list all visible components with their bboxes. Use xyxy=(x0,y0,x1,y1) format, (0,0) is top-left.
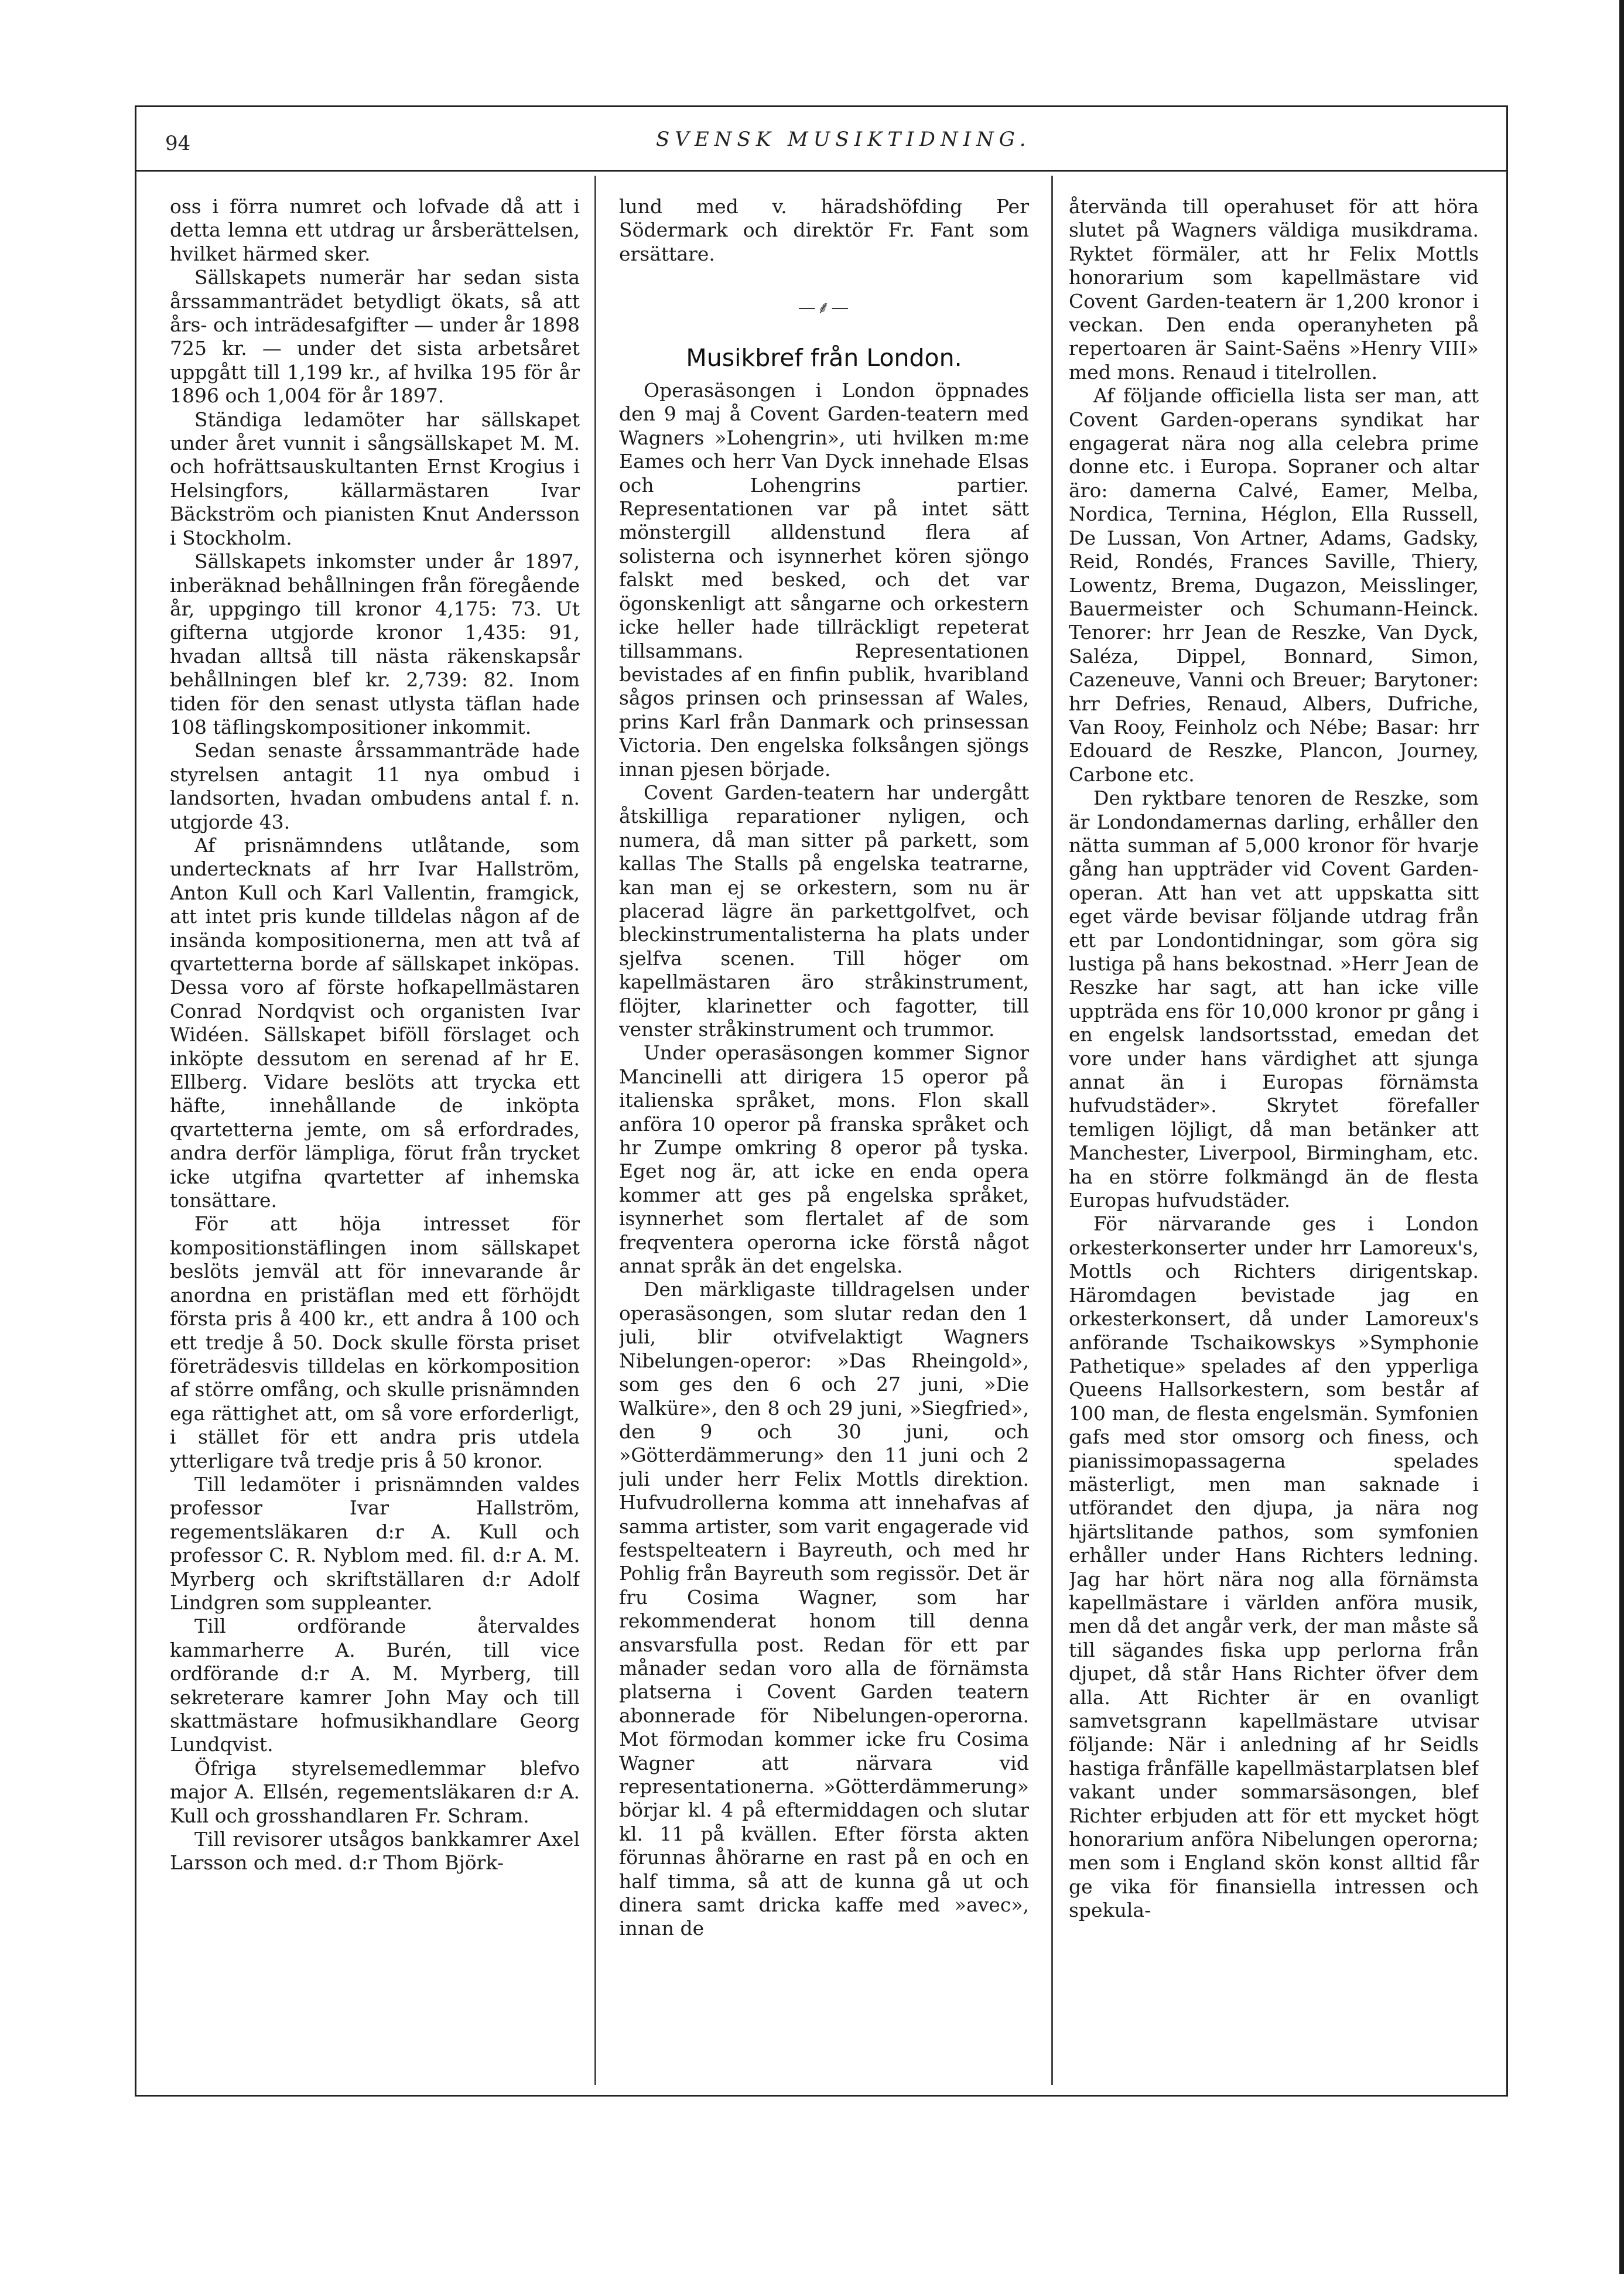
paragraph: lund med v. häradshöfding Per Södermark och direktör Fr. Fant som ersättare. xyxy=(619,195,1029,265)
page-frame-bottom xyxy=(135,2095,1508,2097)
running-title: SVENSK MUSIKTIDNING. xyxy=(656,128,1031,151)
paragraph: Operasäsongen i London öppnades den 9 maj å Covent Garden-teatern med Wagners »Lohengrin», uti hvilken m:me Eames och herr Van Dyck innehade Elsas och Lohengrins partier. Representationen var på intet sätt mönstergill alldenstund flera af solisterna och isynnerhet kören sjöngo falskt med besked, och det var ögonskenligt att sångarne och orkestern icke heller hade tillräckligt repeterat tillsammans. Representationen bevistades af en finfin publik, hvaribland sågos prinsen och prinsessan af Wales, prins Karl från Danmark och prinsessan Victoria. Den engelska folksången sjöngs innan pjesen började. xyxy=(619,379,1029,781)
header-rule xyxy=(135,170,1508,172)
page-frame-left xyxy=(135,105,136,2097)
paragraph: För att höja intresset för kompositionstäflingen inom sällskapet beslöts jemväl att för innevarande år anordna en pristäflan med ett förhöjdt första pris å 400 kr., ett andra å 100 och ett tredje å 50. Dock skulle första priset företrädesvis tilldelas en körkomposition af större omfång, och skulle prisnämnden ega rättighet att, om så vore erforderligt, i stället för ett andra pris utdela ytterligare två tredje pris å 50 kronor. xyxy=(170,1212,580,1472)
column-rule-1 xyxy=(594,176,596,2085)
paragraph: återvända till operahuset för att höra slutet på Wagners väldiga musikdrama. Ryktet förmäler, att hr Felix Mottls honorarium som kapellmästare vid Covent Garden-teatern är 1,200 kronor i veckan. Den enda operanyheten på repertoaren är Saint-Saëns »Henry VIII» med mons. Renaud i titelrollen. xyxy=(1069,195,1479,384)
paragraph: Af följande officiella lista ser man, att Covent Garden-operans syndikat har engagerat nära nog alla celebra prime donne etc. i Europa. Sopraner och altar äro: damerna Calvé, Eamer, Melba, Nordica, Ternina, Héglon, Ella Russell, De Lussan, Von Artner, Adams, Gadsky, Reid, Rondés, Frances Saville, Thiery, Lowentz, Brema, Dugazon, Meisslinger, Bauermeister och Schumann-Heinck. Tenorer: hrr Jean de Reszke, Van Dyck, Saléza, Dippel, Bonnard, Simon, Cazeneuve, Vanni och Breuer; Barytoner: hrr Defries, Renaud, Albers, Dufriche, Van Rooy, Feinholz och Nébe; Basar: hrr Edouard de Reszke, Plancon, Journey, Carbone etc. xyxy=(1069,384,1479,786)
paragraph: Till ledamöter i prisnämnden valdes professor Ivar Hallström, regementsläkaren d:r A. Kull och professor C. R. Nyblom med. fil. d:r A. M. Myrberg och skriftställaren d:r Adolf Lindgren som suppleanter. xyxy=(170,1472,580,1614)
paragraph: Covent Garden-teatern har undergått åtskilliga reparationer nyligen, och numera, då man sitter på parkett, som kallas The Stalls på engelska teatrarne, kan man ej se orkestern, som nu är placerad lägre än parkettgolfvet, och bleckinstrumentalisterna ha plats under sjelfva scenen. Till höger om kapellmästaren äro stråkinstrument, flöjter, klarinetter och fagotter, till venster stråkinstrument och trummor. xyxy=(619,781,1029,1041)
paragraph: Sällskapets numerär har sedan sista årssammanträdet betydligt ökats, så att års- och inträdesafgifter — under år 1898 725 kr. — under det sista arbetsåret uppgått till 1,199 kr., af hvilka 195 för år 1896 och 1,004 för år 1897. xyxy=(170,266,580,408)
column-1 xyxy=(170,195,580,2084)
page-number: 94 xyxy=(165,132,191,155)
paragraph: oss i förra numret och lofvade då att i detta lemna ett utdrag ur årsberättelsen, hvilket härmed sker. xyxy=(170,195,580,265)
page-frame-top xyxy=(135,105,1508,107)
column-3 xyxy=(1069,195,1479,2084)
paragraph: Af prisnämndens utlåtande, som undertecknats af hrr Ivar Hallström, Anton Kull och Karl Vallentin, framgick, att intet pris kunde tilldelas någon af de insända kompositionerna, men att två af qvartetterna borde af sällskapet inköpas. Dessa voro af förste hofkapellmästaren Conrad Nordqvist och organisten Ivar Widéen. Sällskapet biföll förslaget och inköpte dessutom en serenad af hr E. Ellberg. Vidare beslöts att trycka ett häfte, innehållande de inköpta qvartetterna jemte, om så erfordrades, andra derför lämpliga, förut från trycket icke utgifna qvartetter af inhemska tonsättare. xyxy=(170,833,580,1212)
column-rule-2 xyxy=(1051,176,1053,2085)
article-title: Musikbref från London. xyxy=(686,343,962,372)
column-2 xyxy=(619,195,1029,2084)
paragraph: Öfriga styrelsemedlemmar blefvo major A. Ellsén, regementsläkaren d:r A. Kull och grosshandlaren Fr. Schram. xyxy=(170,1756,580,1827)
paragraph: Sällskapets inkomster under år 1897, inberäknad behållningen från föregående år, uppgingo till kronor 4,175: 73. Ut gifterna utgjorde kronor 1,435: 91, hvadan alltså till nästa räkenskapsår behållningen blef kr. 2,739: 82. Inom tiden för den senast utlysta täflan hade 108 täflingskompositioner inkommit. xyxy=(170,550,580,738)
paragraph: Den märkligaste tilldragelsen under operasäsongen, som slutar redan den 1 juli, blir otvifvelaktigt Wagners Nibelungen-operor: »Das Rheingold», som ges den 6 och 27 juni, »Die Walküre», den 8 och 29 juni, »Siegfried», den 9 och 30 juni, och »Götterdämmerung» den 11 juni och 2 juli under herr Felix Mottls direktion. Hufvudrollerna komma att innehafvas af samma artister, som varit engagerade vid festspelteatern i Bayreuth, och med hr Pohlig från Bayreuth som regissör. Det är fru Cosima Wagner, som har rekommenderat honom till denna ansvarsfulla post. Redan för ett par månader sedan voro alla de förnämsta platserna i Covent Garden teatern abonnerade för Nibelungen-operorna. Mot förmodan kommer icke fru Cosima Wagner att närvara vid representationerna. »Götterdämmerung» börjar kl. 4 på eftermiddagen och slutar kl. 11 på kvällen. Efter första akten förunnas åhörarne en rast på en och en half timma, så att de kunna gå ut och dinera samt dricka kaffe med »avec», innan de xyxy=(619,1278,1029,1940)
paragraph: Under operasäsongen kommer Signor Mancinelli att dirigera 15 operor på italienska språket, mons. Flon skall anföra 10 operor på franska språket och hr Zumpe omkring 8 operor på tyska. Eget nog är, att icke en enda opera kommer att ges på engelska språket, isynnerhet som flertalet af de som freqventera operorna icke förstå något annat språk än det engelska. xyxy=(619,1041,1029,1278)
paragraph: Den ryktbare tenoren de Reszke, som är Londondamernas darling, erhåller den nätta summan af 5,000 kronor för hvarje gång han uppträder vid Covent Garden-operan. Att han vet att uppskatta sitt eget värde bevisar följande utdrag från ett par Londontidningar, som göra sig lustiga på hans bekostnad. »Herr Jean de Reszke har sagt, att han icke ville uppträda ens för 10,000 kronor pr gång i en engelsk landsortsstad, emedan det vore under hans värdighet att sjunga annat än i Europas förnämsta hufvudstäder». Skrytet förefaller temligen löjligt, då man betänker att Manchester, Liverpool, Birmingham, etc. ha en större folkmängd än de flesta Europas hufvudstäder. xyxy=(1069,787,1479,1212)
section-ornament: —⸙— xyxy=(798,297,850,319)
page-frame-right xyxy=(1506,105,1508,2097)
paragraph: Till ordförande återvaldes kammarherre A. Burén, till vice ordförande d:r A. M. Myrberg, till sekreterare kamrer John May och till skattmästare hofmusikhandlare Georg Lundqvist. xyxy=(170,1615,580,1756)
paragraph: För närvarande ges i London orkesterkonserter under hrr Lamoreux's, Mottls och Richters dirigentskap. Häromdagen bevistade jag en orkesterkonsert, då under Lamoreux's anförande Tschaikowskys »Symphonie Pathetique» spelades af den ypperliga Queens Hallsorkestern, som består af 100 man, de flesta engelsmän. Symfonien gafs med stor omsorg och finess, och pianissimopassagerna spelades mästerligt, men man saknade i utförandet den djupa, ja nära nog hjärtslitande pathos, som symfonien erhåller under Hans Richters ledning. Jag har hört nära nog alla förnämsta kapellmästare i världen anföra musik, men då det angår verk, der man måste så till sägandes fiska upp perlorna från djupet, då står Hans Richter öfver dem alla. Att Richter är en ovanligt samvetsgrann kapellmästare utvisar följande: När i anledning af hr Seidls hastiga frånfälle kapellmästarplatsen blef vakant under sommarsäsongen, blef Richter erbjuden att för ett mycket högt honorarium anföra Nibelungen operorna; men som i England skön konst alltid får ge vika för finansiella intressen och spekula- xyxy=(1069,1212,1479,1922)
paragraph: Ständiga ledamöter har sällskapet under året vunnit i sångsällskapet M. M. och hofrättsauskultanten Ernst Krogius i Helsingfors, källarmästaren Ivar Bäckström och pianisten Knut Andersson i Stockholm. xyxy=(170,408,580,549)
paragraph: Sedan senaste årssammanträde hade styrelsen antagit 11 nya ombud i landsorten, hvadan ombudens antal f. n. utgjorde 43. xyxy=(170,739,580,833)
scan-edge xyxy=(1619,0,1624,2274)
paragraph: Till revisorer utsågos bankkamrer Axel Larsson och med. d:r Thom Björk- xyxy=(170,1828,580,1875)
